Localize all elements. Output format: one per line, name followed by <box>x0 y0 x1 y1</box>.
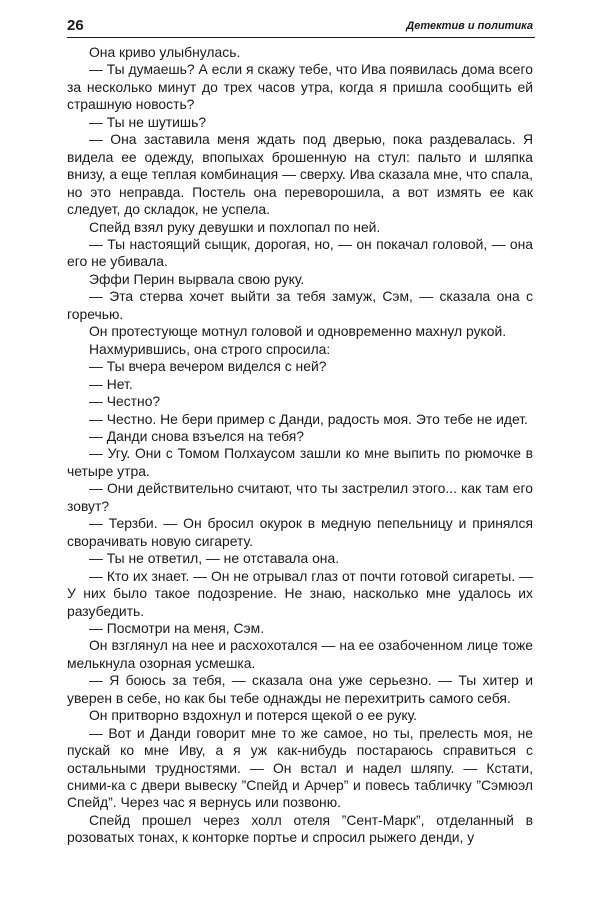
paragraph: — Кто их знает. — Он не отрывал глаз от почти готовой сигареты. — У них было такое подозрение. Не знаю, насколько мне удалось их разубедить. <box>67 567 533 619</box>
paragraph: — Ты не шутишь? <box>89 113 207 130</box>
paragraph: Он протестующе мотнул головой и одновременно махнул рукой. <box>89 323 507 340</box>
page-number: 26 <box>67 17 84 34</box>
paragraph: — Они действительно считают, что ты застрелил этого... как там его зовут? <box>67 480 533 514</box>
paragraph: — Терзби. — Он бросил окурок в медную пепельницу и принялся сворачивать новую сигарету. <box>67 515 533 549</box>
body-text <box>67 44 533 847</box>
paragraph: — Посмотри на меня, Сэм. <box>89 619 265 636</box>
paragraph: Спейд взял руку девушки и похлопал по ней. <box>89 218 381 235</box>
paragraph: — Вот и Данди говорит мне то же самое, но ты, прелесть моя, не пускай ко мне Иву, а я уж как-нибудь постараюсь справиться с остальными трудностями. — Он встал и надел шляпу. — Кстати, сними-ка с двери вывеску ”Спейд и Арчер” и повесь табличку ”Сэмюэл Спейд”. Через час я вернусь или позвоню. <box>67 724 533 811</box>
page-header <box>67 17 535 38</box>
paragraph: — Ты вчера вечером виделся с ней? <box>89 358 327 375</box>
paragraph: Нахмурившись, она строго спросила: <box>89 340 331 357</box>
paragraph: — Она заставила меня ждать под дверью, пока раздевалась. Я видела ее одежду, впопыхах брошенную на стул: пальто и шляпка внизу, а еще теплая комбинация — сверху. Ива сказала мне, что спала, но это неправда. Постель она переворошила, а вот измять ее как следует, до складок, не успела. <box>67 131 533 218</box>
paragraph: — Честно? <box>89 393 161 410</box>
paragraph: — Ты думаешь? А если я скажу тебе, что Ива появилась дома всего за несколько минут до трех часов утра, когда я пришла сообщить ей страшную новость? <box>67 61 533 113</box>
paragraph: — Угу. Они с Томом Полхаусом зашли ко мне выпить по рюмочке в четыре утра. <box>67 445 533 479</box>
paragraph: — Ты настоящий сыщик, дорогая, но, — он покачал головой, — она его не убивала. <box>67 235 533 270</box>
paragraph: — Я боюсь за тебя, — сказала она уже серьезно. — Ты хитер и уверен в себе, но как бы тебе однажды не перехитрить самого себя. <box>67 672 533 706</box>
paragraph: Спейд прошел через холл отеля ”Сент-Марк”, отделанный в розоватых тонах, к конторке портье и спросил рыжего денди, у <box>67 811 533 846</box>
paragraph: — Данди снова взъелся на тебя? <box>89 427 305 444</box>
running-title: Детектив и политика <box>406 20 533 32</box>
paragraph: Она криво улыбнулась. <box>89 44 241 60</box>
paragraph: — Честно. Не бери пример с Данди, радость моя. Это тебе не идет. <box>89 410 528 427</box>
paragraph: Он притворно вздохнул и потерся щекой о ее руку. <box>89 707 417 724</box>
paragraph: — Эта стерва хочет выйти за тебя замуж, Сэм, — сказала она с горечью. <box>67 288 533 322</box>
paragraph: — Нет. <box>89 375 133 392</box>
paragraph: Он взглянул на нее и расхохотался — на ее озабоченном лице тоже мелькнула озорная усмешка. <box>67 637 533 671</box>
paragraph: Эффи Перин вырвала свою руку. <box>89 270 305 287</box>
paragraph: — Ты не ответил, — не отставала она. <box>89 550 340 567</box>
